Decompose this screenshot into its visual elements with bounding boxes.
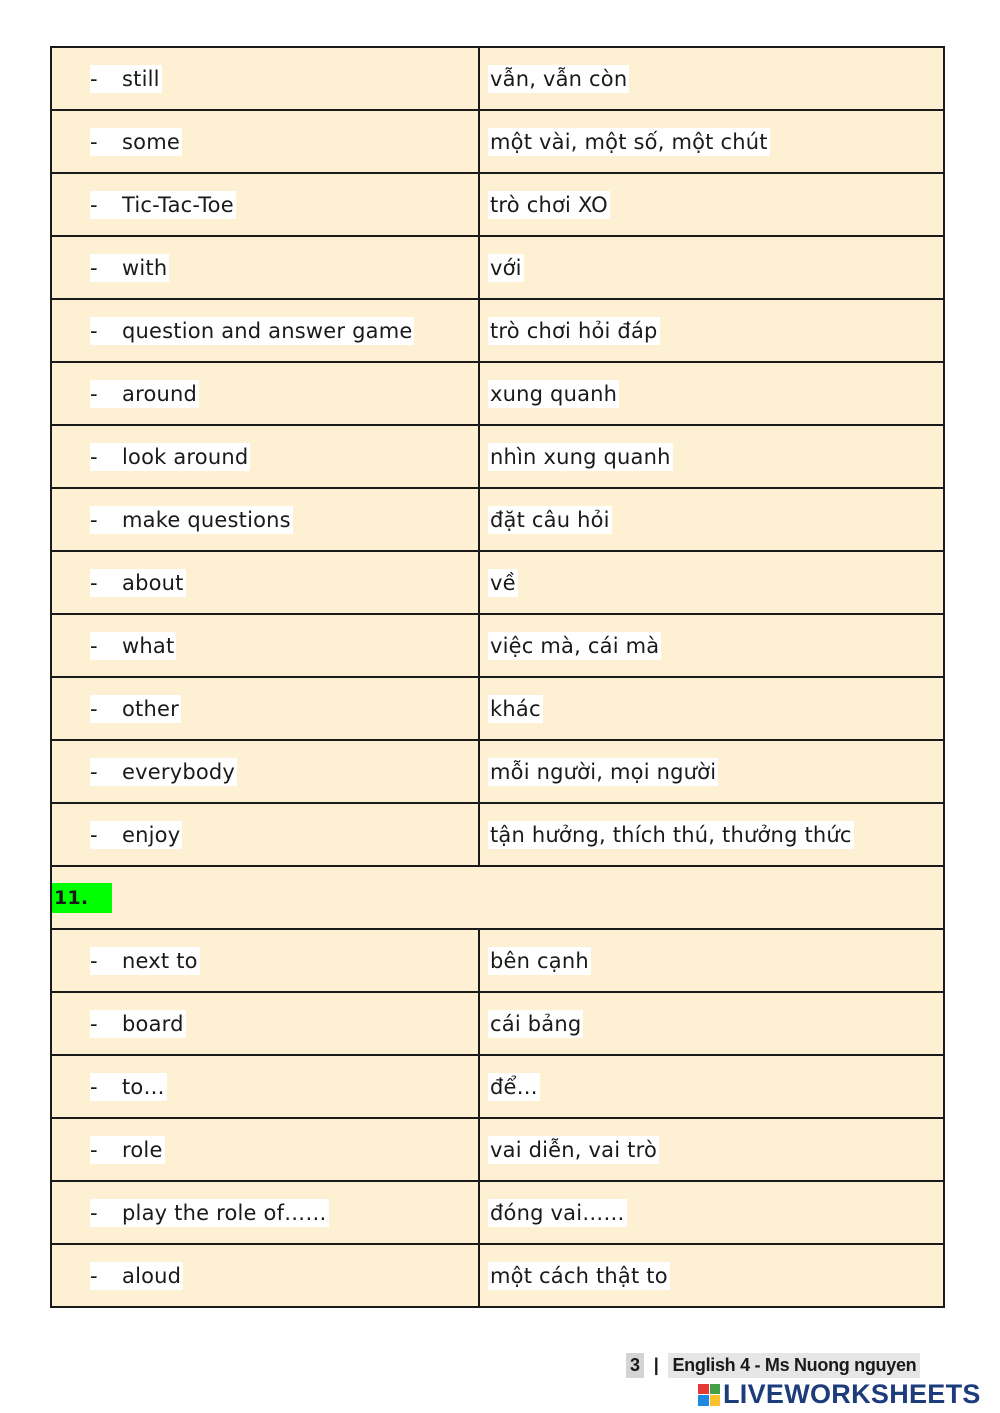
- english-cell: [51, 677, 479, 740]
- vietnamese-cell: [479, 488, 944, 551]
- bullet-dash: -: [90, 506, 120, 534]
- vietnamese-cell: [479, 1181, 944, 1244]
- bullet-dash: -: [90, 128, 120, 156]
- english-cell: [51, 1181, 479, 1244]
- logo-square-green: [710, 1384, 721, 1395]
- english-word: enjoy: [122, 822, 181, 847]
- vietnamese-meaning: xung quanh: [490, 381, 618, 406]
- bullet-dash: -: [90, 758, 120, 786]
- vietnamese-meaning: đóng vai……: [490, 1200, 625, 1225]
- english-cell: [51, 47, 479, 110]
- vietnamese-cell: [479, 992, 944, 1055]
- vietnamese-meaning: trò chơi XO: [490, 192, 608, 217]
- vietnamese-cell: [479, 677, 944, 740]
- english-word: with: [122, 255, 168, 280]
- english-word: everybody: [122, 759, 236, 784]
- vietnamese-cell: [479, 236, 944, 299]
- vocab-row: [51, 929, 944, 992]
- vocab-row: [51, 803, 944, 866]
- vietnamese-cell: [479, 803, 944, 866]
- vietnamese-cell: [479, 1055, 944, 1118]
- vietnamese-meaning: tận hưởng, thích thú, thưởng thức: [490, 822, 852, 847]
- vietnamese-cell: [479, 614, 944, 677]
- english-cell: [51, 929, 479, 992]
- vocab-row: [51, 677, 944, 740]
- vocab-row: [51, 47, 944, 110]
- vietnamese-meaning: một cách thật to: [490, 1263, 668, 1288]
- section-row: [51, 866, 944, 929]
- vietnamese-cell: [479, 1244, 944, 1307]
- vietnamese-cell: [479, 362, 944, 425]
- vietnamese-meaning: nhìn xung quanh: [490, 444, 671, 469]
- english-word: play the role of……: [122, 1200, 327, 1225]
- vocab-row: [51, 1118, 944, 1181]
- english-word: to…: [122, 1074, 165, 1099]
- vocab-row: [51, 1055, 944, 1118]
- vietnamese-cell: [479, 47, 944, 110]
- bullet-dash: -: [90, 1262, 120, 1290]
- vietnamese-meaning: vẫn, vẫn còn: [490, 66, 628, 91]
- vietnamese-cell: [479, 1118, 944, 1181]
- vietnamese-meaning: cái bảng: [490, 1011, 582, 1036]
- vietnamese-meaning: mỗi người, mọi người: [490, 759, 717, 784]
- vocab-row: [51, 1244, 944, 1307]
- section-number: 11.: [52, 883, 112, 913]
- bullet-dash: -: [90, 821, 120, 849]
- bullet-dash: -: [90, 65, 120, 93]
- english-word: around: [122, 381, 198, 406]
- english-cell: [51, 803, 479, 866]
- footer-separator: |: [653, 1354, 659, 1375]
- vietnamese-meaning: khác: [490, 696, 541, 721]
- english-cell: [51, 362, 479, 425]
- english-cell: [51, 1055, 479, 1118]
- logo-square-yellow: [710, 1395, 721, 1406]
- vocabulary-table: [50, 46, 945, 1308]
- vietnamese-meaning: việc mà, cái mà: [490, 633, 660, 658]
- english-cell: [51, 425, 479, 488]
- english-cell: [51, 1118, 479, 1181]
- vietnamese-meaning: bên cạnh: [490, 948, 589, 973]
- vocab-row: [51, 236, 944, 299]
- english-word: make questions: [122, 507, 291, 532]
- bullet-dash: -: [90, 317, 120, 345]
- vocab-row: [51, 299, 944, 362]
- vietnamese-meaning: vai diễn, vai trò: [490, 1137, 658, 1162]
- english-word: question and answer game: [122, 318, 413, 343]
- liveworksheets-logo: [698, 1379, 981, 1410]
- vocab-row: [51, 992, 944, 1055]
- english-word: next to: [122, 948, 198, 973]
- vietnamese-meaning: một vài, một số, một chút: [490, 129, 768, 154]
- english-cell: [51, 992, 479, 1055]
- vietnamese-meaning: để…: [490, 1074, 538, 1099]
- logo-square-red: [698, 1384, 709, 1395]
- bullet-dash: -: [90, 443, 120, 471]
- vietnamese-cell: [479, 173, 944, 236]
- vocab-row: [51, 362, 944, 425]
- english-word: aloud: [122, 1263, 182, 1288]
- page-footer: [626, 1352, 920, 1378]
- bullet-dash: -: [90, 191, 120, 219]
- liveworksheets-logo-icon: [698, 1384, 720, 1406]
- vietnamese-cell: [479, 740, 944, 803]
- english-word: board: [122, 1011, 184, 1036]
- bullet-dash: -: [90, 1199, 120, 1227]
- vocab-row: [51, 614, 944, 677]
- vocab-row: [51, 173, 944, 236]
- vietnamese-meaning: đặt câu hỏi: [490, 507, 610, 532]
- vocab-row: [51, 740, 944, 803]
- vietnamese-meaning: với: [490, 255, 522, 280]
- bullet-dash: -: [90, 569, 120, 597]
- vietnamese-cell: [479, 425, 944, 488]
- vietnamese-cell: [479, 551, 944, 614]
- bullet-dash: -: [90, 1010, 120, 1038]
- vietnamese-meaning: trò chơi hỏi đáp: [490, 318, 658, 343]
- english-cell: [51, 740, 479, 803]
- bullet-dash: -: [90, 947, 120, 975]
- vocab-row: [51, 110, 944, 173]
- vietnamese-cell: [479, 929, 944, 992]
- english-cell: [51, 110, 479, 173]
- vocab-row: [51, 425, 944, 488]
- english-word: about: [122, 570, 184, 595]
- liveworksheets-wordmark: LIVEWORKSHEETS: [723, 1379, 981, 1409]
- english-cell: [51, 488, 479, 551]
- english-word: Tic-Tac-Toe: [122, 192, 234, 217]
- english-cell: [51, 173, 479, 236]
- english-cell: [51, 551, 479, 614]
- bullet-dash: -: [90, 632, 120, 660]
- bullet-dash: -: [90, 380, 120, 408]
- vietnamese-cell: [479, 299, 944, 362]
- english-word: what: [122, 633, 175, 658]
- english-cell: [51, 236, 479, 299]
- page-number: 3: [626, 1353, 644, 1378]
- bullet-dash: -: [90, 1073, 120, 1101]
- vocabulary-table-body: [51, 47, 944, 1307]
- vietnamese-meaning: về: [490, 570, 516, 595]
- bullet-dash: -: [90, 1136, 120, 1164]
- english-cell: [51, 614, 479, 677]
- english-cell: [51, 1244, 479, 1307]
- english-word: still: [122, 66, 160, 91]
- vietnamese-cell: [479, 110, 944, 173]
- vocab-row: [51, 1181, 944, 1244]
- english-word: role: [122, 1137, 163, 1162]
- english-word: some: [122, 129, 180, 154]
- english-word: look around: [122, 444, 249, 469]
- logo-square-blue: [698, 1395, 709, 1406]
- vocab-row: [51, 488, 944, 551]
- vocab-row: [51, 551, 944, 614]
- english-cell: [51, 299, 479, 362]
- english-word: other: [122, 696, 179, 721]
- bullet-dash: -: [90, 254, 120, 282]
- bullet-dash: -: [90, 695, 120, 723]
- footer-title: English 4 - Ms Nuong nguyen: [668, 1353, 920, 1378]
- section-cell: [51, 866, 944, 929]
